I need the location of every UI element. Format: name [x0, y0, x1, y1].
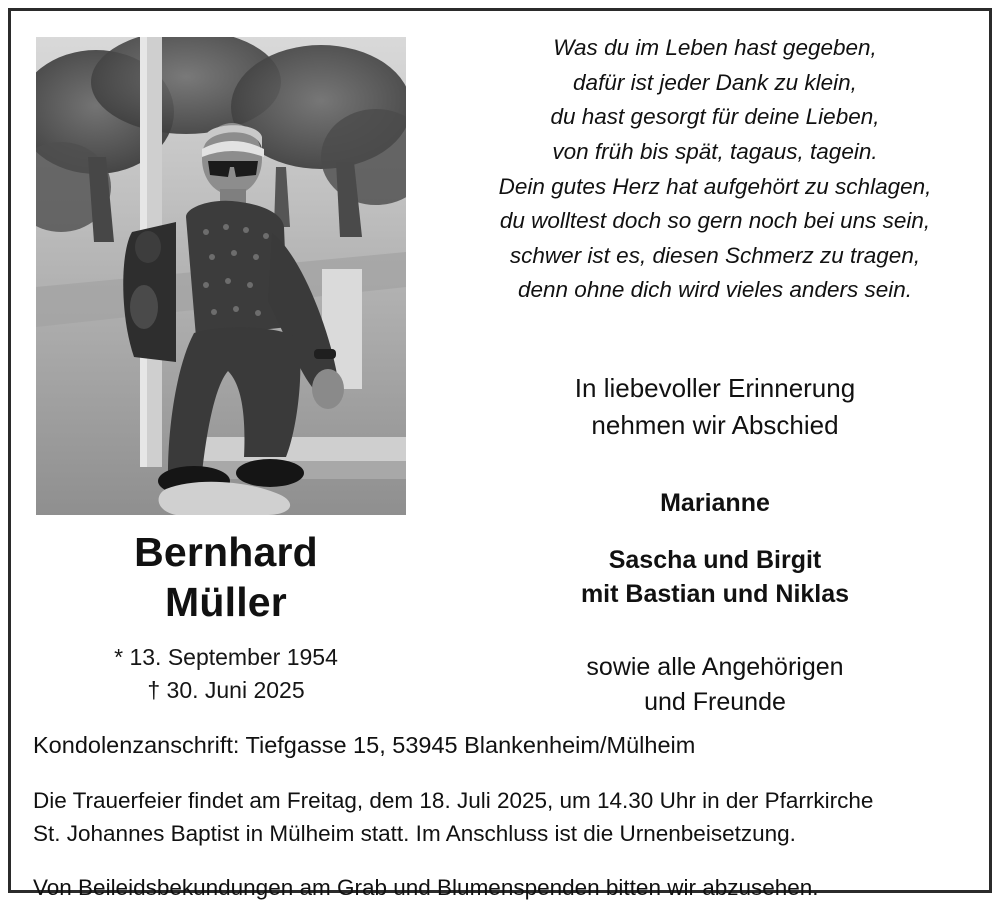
photo-image — [36, 37, 406, 515]
family-secondary-line-2: mit Bastian und Niklas — [580, 580, 850, 609]
right-column — [451, 31, 979, 721]
poem-line-7: schwer ist es, diesen Schmerz zu tragen, — [509, 242, 921, 268]
poem-line-1: Was du im Leben hast gegeben, — [553, 35, 877, 60]
footer-section — [33, 729, 967, 901]
birth-date: * 13. September 1954 — [114, 644, 338, 671]
poem-line-3: du hast gesorgt für deine Lieben, — [550, 104, 880, 130]
name-block — [11, 527, 441, 706]
first-name: Bernhard — [134, 529, 318, 575]
condolence-address: Kondolenzanschrift: Tiefgasse 15, 53945 Blankenheim/Mülheim — [33, 732, 696, 758]
family-extended — [451, 650, 979, 721]
memory-line-1: In liebevoller Erinnerung — [574, 373, 856, 404]
family-secondary-line-1: Sascha und Birgit — [608, 545, 822, 574]
poem-line-4: von früh bis spät, tagaus, tagein. — [552, 138, 878, 164]
ceremony-line-2: St. Johannes Baptist in Mülheim statt. Im Anschluss ist die Urnenbeisetzung. — [33, 821, 796, 847]
portrait-photo — [36, 37, 406, 515]
family-extended-line-1: sowie alle Angehörigen — [586, 652, 844, 681]
memory-line-2: nehmen wir Abschied — [591, 410, 839, 441]
ceremony-details — [33, 784, 967, 851]
family-extended-line-2: und Freunde — [644, 688, 786, 717]
ceremony-line-1: Die Trauerfeier findet am Freitag, dem 18. Juli 2025, um 14.30 Uhr in der Pfarrkirche — [33, 787, 874, 813]
family-secondary — [451, 543, 979, 612]
memorial-poem — [451, 31, 979, 308]
poem-line-8: denn ohne dich wird vieles anders sein. — [518, 277, 912, 303]
poem-line-5: Dein gutes Herz hat aufgehört zu schlagen, — [498, 173, 932, 199]
poem-line-2: dafür ist jeder Dank zu klein, — [573, 69, 857, 95]
notice-content — [11, 11, 989, 901]
photo-frame — [36, 37, 406, 515]
flowers-request: Von Beileidsbekundungen am Grab und Blumenspenden bitten wir abzusehen. — [33, 875, 819, 901]
family-primary: Marianne — [660, 488, 770, 517]
death-date: † 30. Juni 2025 — [147, 676, 305, 703]
last-name: Müller — [165, 579, 287, 626]
life-dates — [11, 641, 441, 706]
poem-line-6: du wolltest doch so gern noch bei uns sein, — [499, 208, 931, 234]
memory-statement — [451, 370, 979, 444]
top-section — [11, 11, 989, 721]
